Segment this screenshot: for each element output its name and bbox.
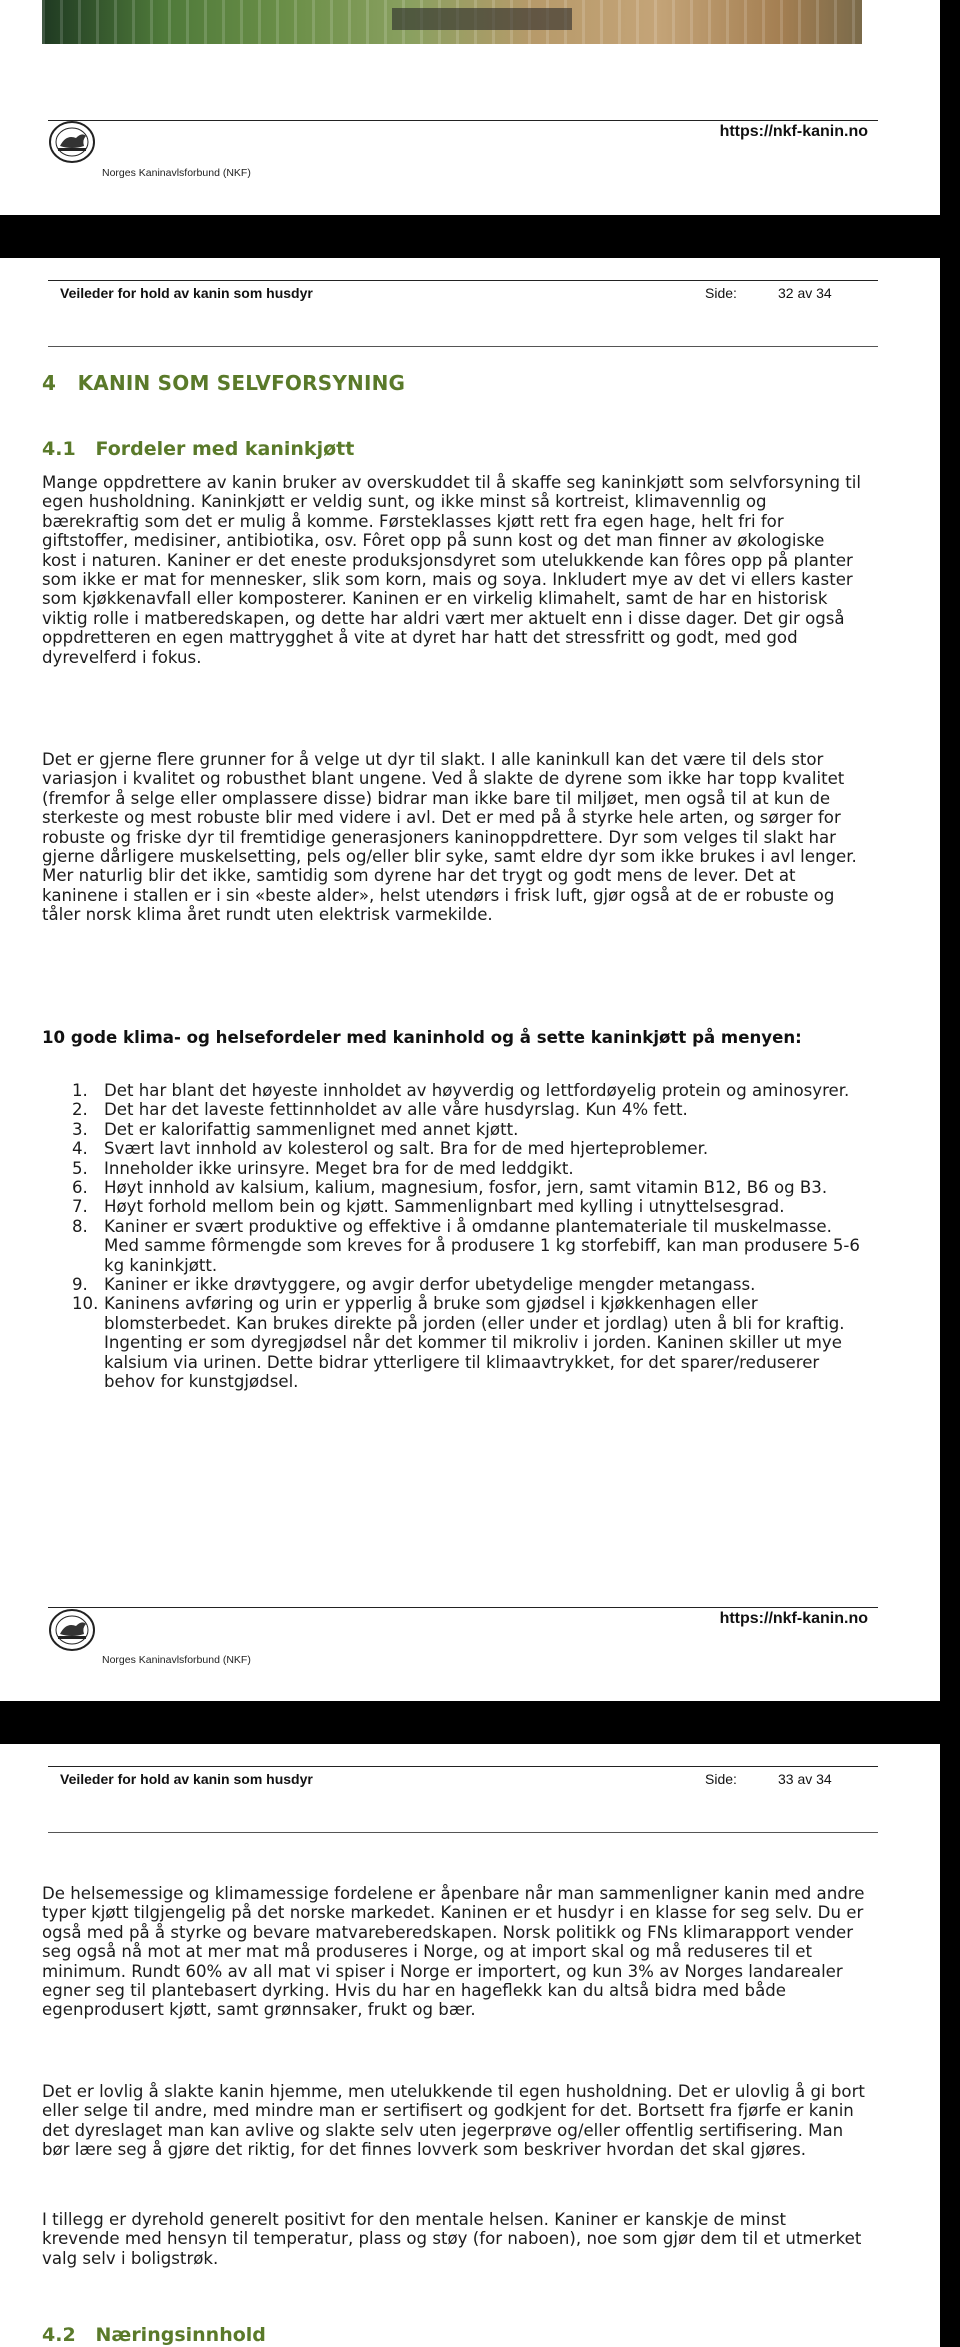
list-item: 7. Høyt forhold mellom bein og kjøtt. Sammenlignbart med kylling i utnyttelsesgrad. (72, 1197, 785, 1217)
rabbit-farm-photo (42, 0, 862, 44)
list-item: 4. Svært lavt innhold av kolesterol og salt. Bra for de med hjerteproblemer. (72, 1139, 709, 1159)
list-item: 3. Det er kalorifattig sammenlignet med annet kjøtt. (72, 1119, 519, 1139)
page-33 (0, 1744, 940, 2347)
page-31-bottom (0, 0, 940, 215)
footer-url[interactable]: https://nkf-kanin.no (719, 1610, 868, 1627)
paragraph-1: Mange oppdrettere av kanin bruker av overskuddet til å skaffe seg kaninkjøtt som selvforsyning til egen husholdning. Kaninkjøtt er veldig sunt, og ikke minst så kortreist, klimavennlig og bærekraftig som det er mulig å komme. Førsteklasses kjøtt rett fra egen hage, helt fri for giftstoffer, medisiner, antibiotika, osv. Fôret opp på sunn kost og det man finner av økologiske kost i naturen. Kaniner er det eneste produksjonsdyret som utelukkende kan fôres opp på planter som ikke er mat for mennesker, slik som korn, mais og soya. Inkludert mye av det vi ellers kaster som kjøkkenavfall eller komposterer. Kaninen er en virkelig klimahelt, samt de har en historisk viktig rolle i matberedskapen, og dette har aldri vært mer aktuelt enn i disse dager. Det gir også oppdretteren en egen mattrygghet å vite at dyret har hatt det stressfritt og godt, med god dyrevelferd i fokus. (42, 473, 861, 667)
list-item: 10. Kaninens avføring og urin er ypperlig å bruke som gjødsel i kjøkkenhagen eller blomsterbedet. Kan brukes direkte på jorden (eller under et jordlag) uten å bli for kraftig. Ingenting er som dyregjødsel når det kommer til mikroliv i jorden. Kaninen skiller ut mye kalsium via urinen. Dette bidrar ytterligere til klimaavtrykket, for det sparer/reduserer behov for kunstgjødsel. (72, 1294, 845, 1392)
list-item: 6. Høyt innhold av kalsium, kalium, magnesium, fosfor, jern, samt vitamin B12, B6 og B3. (72, 1178, 828, 1198)
header-bottom-divider (48, 1832, 878, 1833)
nkf-rabbit-logo-icon (48, 1606, 104, 1654)
header-side-label: Side: (705, 285, 737, 301)
paragraph-3: I tillegg er dyrehold generelt positivt for den mentale helsen. Kaniner er kanskje de minst krevende med hensyn til temperatur, plass og støy (for naboen), noe som gjør dem til et utmerket valg selv i boligstrøk. (42, 2210, 862, 2268)
page-32 (0, 258, 940, 1701)
header-title: Veileder for hold av kanin som husdyr (60, 285, 313, 301)
list-item: 8. Kaniner er svært produktive og effektive i å omdanne plantemateriale til muskelmasse. Med samme fôrmengde som kreves for å produsere 1 kg storfebiff, kan man produsere 5-6 kg kaninkjøtt. (72, 1216, 860, 1275)
benefits-list (72, 1081, 892, 1392)
list-heading: 10 gode klima- og helsefordeler med kaninhold og å sette kaninkjøtt på menyen: (42, 1028, 802, 1047)
footer-divider (48, 120, 878, 121)
scrollbar-track[interactable] (940, 0, 960, 2347)
header-side-label: Side: (705, 1771, 737, 1787)
header-page-number: 32 av 34 (778, 285, 832, 301)
header-title: Veileder for hold av kanin som husdyr (60, 1771, 313, 1787)
section-heading: 4 KANIN SOM SELVFORSYNING (42, 371, 406, 395)
subsection-heading: 4.2 Næringsinnhold (42, 2324, 266, 2346)
footer-org: Norges Kaninavlsforbund (NKF) (102, 167, 251, 179)
list-item: 1. Det har blant det høyeste innholdet av høyverdig og lettfordøyelig protein og aminosyrer. (72, 1081, 850, 1100)
header-bottom-divider (48, 346, 878, 347)
footer-org: Norges Kaninavlsforbund (NKF) (102, 1654, 251, 1666)
subsection-heading: 4.1 Fordeler med kaninkjøtt (42, 438, 355, 460)
paragraph-2: Det er gjerne flere grunner for å velge ut dyr til slakt. I alle kaninkull kan det være til dels stor variasjon i kvalitet og robusthet blant ungene. Ved å slakte de dyrene som ikke har topp kvalitet (fremfor å selge eller omplassere disse) bidrar man ikke bare til miljøet, men også til at kun de sterkeste og mest robuste blir med videre i avl. Det er med på å styrke hele arten, og sørger for robuste og friske dyr til fremtidige generasjoners kaninoppdrettere. Dyr som velges til slakt har gjerne dårligere muskelsetting, pels og/eller blir syke, samt eldre dyr som ikke brukes i avl lenger. Mer naturlig blir det ikke, samtidig som dyrene har det trygt og godt mens de lever. Det at kaninene i stallen er i sin «beste alder», helst utendørs i frisk luft, gjør også at de er robuste og tåler norsk klima året rundt uten elektrisk varmekilde. (42, 750, 857, 925)
footer-divider (48, 1607, 878, 1608)
list-item: 9. Kaniner er ikke drøvtyggere, og avgir derfor ubetydelige mengder metangass. (72, 1275, 756, 1295)
nkf-rabbit-logo-icon (48, 118, 104, 166)
header-divider (48, 1766, 878, 1767)
list-item: 2. Det har det laveste fettinnholdet av alle våre husdyrslag. Kun 4% fett. (72, 1100, 688, 1120)
list-item: 5. Inneholder ikke urinsyre. Meget bra for de med leddgikt. (72, 1158, 574, 1178)
header-page-number: 33 av 34 (778, 1771, 832, 1787)
header-divider (48, 280, 878, 281)
paragraph-2: Det er lovlig å slakte kanin hjemme, men utelukkende til egen husholdning. Det er ulovlig å gi bort eller selge til andre, med mindre man er sertifisert og godkjent for det. Bortsett fra fjørfe er kanin det dyreslaget man kan avlive og slakte selv uten jegerprøve og/eller offentlig sertifisering. Man bør lære seg å gjøre det riktig, for det finnes lovverk som beskriver hvordan det skal gjøres. (42, 2082, 865, 2160)
footer-url[interactable]: https://nkf-kanin.no (719, 123, 868, 140)
paragraph-1: De helsemessige og klimamessige fordelene er åpenbare når man sammenligner kanin med andre typer kjøtt tilgjengelig på det norske markedet. Kaninen er et husdyr i en klasse for seg selv. Du er også med på å styrke og bevare matvareberedskapen. Norsk politikk og FNs klimarapport vender seg også nå mot at mer mat må produseres i Norge, og at import skal og må reduseres til et minimum. Rundt 60% av all mat vi spiser i Norge er importert, og kun 3% av Norges landarealer egner seg til plantebasert dyrking. Hvis du har en hageflekk kan du altså bidra med både egenprodusert kjøtt, samt grønnsaker, frukt og bær. (42, 1884, 865, 2020)
